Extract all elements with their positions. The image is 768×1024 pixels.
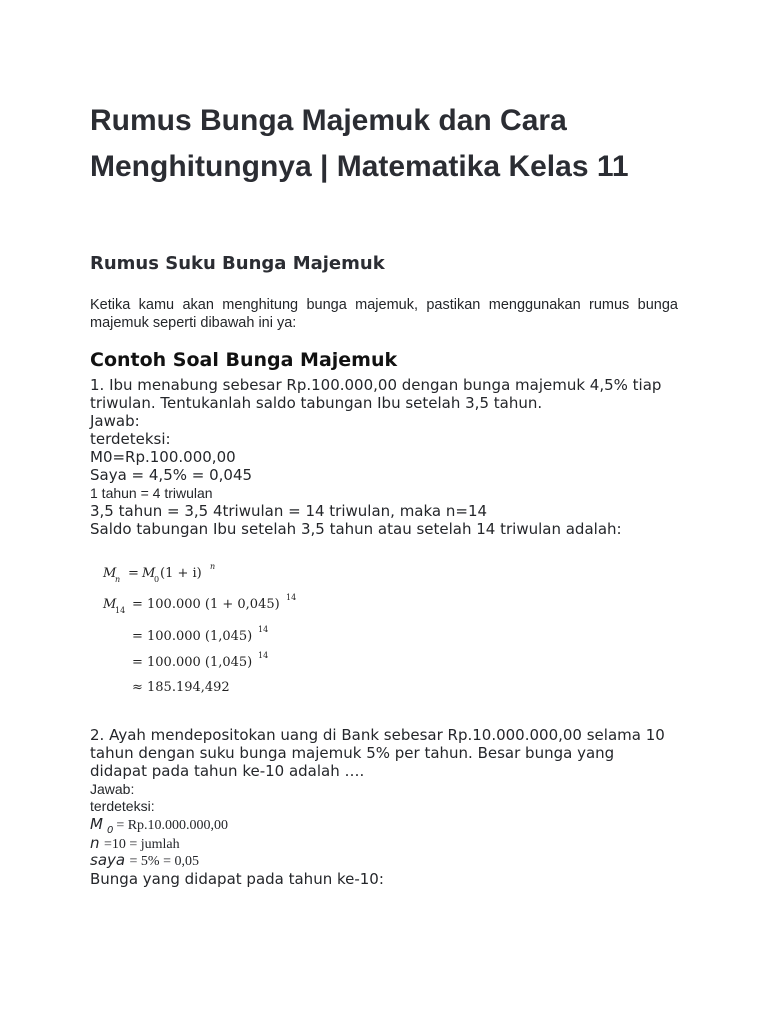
page-title-line-2: Menghitungnya | Matematika Kelas 11 [90, 150, 629, 183]
q2-line-1: 2. Ayah mendepositokan uang di Bank sebesar Rp.10.000.000,00 selama 10 [90, 726, 665, 744]
formula-row1-eq: = [128, 566, 139, 581]
q1-m0: M0=Rp.100.000,00 [90, 448, 236, 466]
section-heading-contoh: Contoh Soal Bunga Majemuk [90, 349, 398, 371]
formula-row1-m0: M [142, 566, 156, 581]
q2-saya-var: saya [90, 851, 126, 869]
q2-m0-var: M [90, 815, 103, 833]
formula-row2-eq: = [132, 597, 143, 612]
q2-terdeteksi: terdeteksi: [90, 798, 155, 814]
formula-row1-lhs: M [103, 566, 117, 581]
formula-row1-m0-sub: 0 [154, 575, 160, 584]
formula-row2-exp: 14 [286, 593, 297, 602]
intro-paragraph: Ketika kamu akan menghitung bunga majemuk, pastikan menggunakan rumus bunga majemuk seperti dibawah ini ya: [90, 297, 678, 331]
q1-tahun: 1 tahun = 4 triwulan [90, 485, 213, 501]
q2-saya-line [90, 851, 199, 870]
q1-terdeteksi: terdeteksi: [90, 430, 171, 448]
formula-row4-exp: 14 [258, 651, 269, 660]
q1-saldo: Saldo tabungan Ibu setelah 3,5 tahun atau setelah 14 triwulan adalah: [90, 520, 622, 538]
q2-jawab: Jawab: [90, 781, 135, 797]
q2-saya-value: = 5% = 0,05 [129, 854, 199, 869]
formula-row4-eq: = [132, 655, 143, 670]
formula-row1-body: (1 + i) [160, 566, 202, 581]
formula-row2-lhs: M [103, 597, 117, 612]
q2-bunga: Bunga yang didapat pada tahun ke-10: [90, 870, 384, 888]
q2-line-3: didapat pada tahun ke-10 adalah …. [90, 762, 365, 780]
formula-row1-exp: n [210, 562, 216, 571]
q2-line-2: tahun dengan suku bunga majemuk 5% per tahun. Besar bunga yang [90, 744, 615, 762]
q2-m0-value: = Rp.10.000.000,00 [116, 818, 229, 833]
q2-m0-line [90, 815, 228, 834]
formula-row3-exp: 14 [258, 625, 269, 634]
q1-line-2: triwulan. Tentukanlah saldo tabungan Ibu setelah 3,5 tahun. [90, 394, 543, 412]
formula-row3-eq: = [132, 629, 143, 644]
formula-row4-body: 100.000 (1,045) [147, 655, 253, 670]
formula-row5-body: 185.194,492 [147, 680, 230, 695]
q1-jawab: Jawab: [90, 412, 140, 430]
q1-saya: Saya = 4,5% = 0,045 [90, 466, 253, 484]
q2-n-var: n [90, 834, 100, 852]
formula-row2-lhs-sub: 14 [115, 606, 126, 615]
q1-line-1: 1. Ibu menabung sebesar Rp.100.000,00 dengan bunga majemuk 4,5% tiap [90, 376, 662, 394]
section-heading-rumus: Rumus Suku Bunga Majemuk [90, 253, 385, 274]
compound-interest-formula [100, 555, 320, 700]
q1-n: 3,5 tahun = 3,5 4triwulan = 14 triwulan, maka n=14 [90, 502, 488, 520]
q2-n-value: =10 = jumlah [103, 837, 180, 852]
formula-row3-body: 100.000 (1,045) [147, 629, 253, 644]
page-title-line-1: Rumus Bunga Majemuk dan Cara [90, 104, 567, 137]
formula-row2-body: 100.000 (1 + 0,045) [147, 597, 280, 612]
formula-row5-approx: ≈ [132, 680, 143, 695]
formula-row1-lhs-sub: n [115, 575, 121, 584]
q2-m0-sub: 0 [106, 825, 114, 836]
